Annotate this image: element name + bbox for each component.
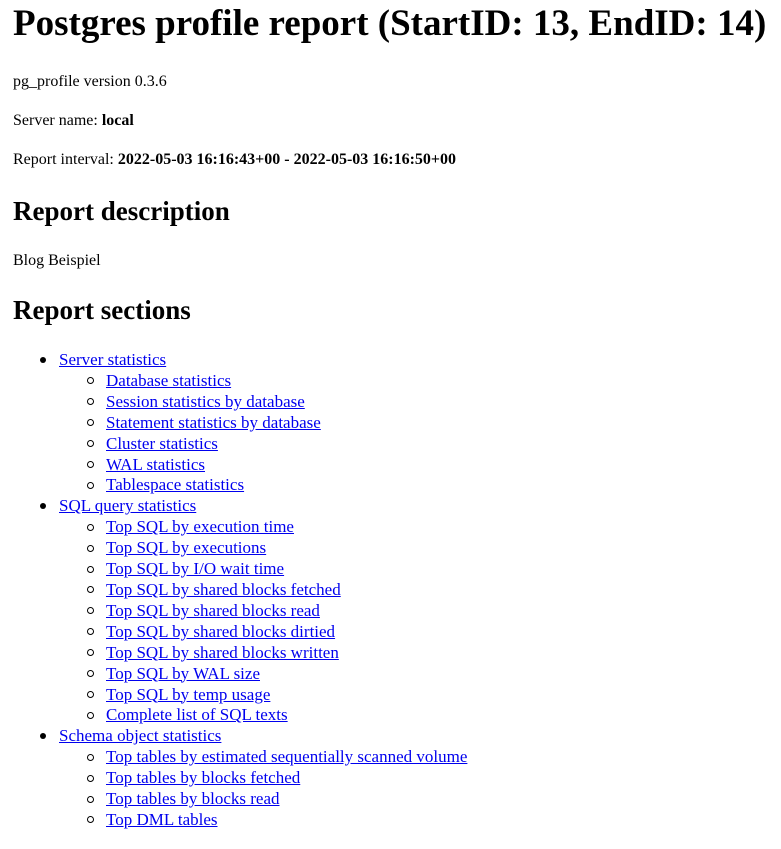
subsection-item — [87, 392, 467, 413]
subsection-item — [87, 664, 467, 685]
subsection-item — [87, 517, 467, 538]
subsection-link[interactable]: Top SQL by I/O wait time — [106, 559, 285, 579]
report-interval — [13, 150, 456, 170]
section-link-schema-object-statistics[interactable]: Schema object statistics — [59, 726, 222, 746]
subsection-link[interactable]: WAL statistics — [106, 454, 205, 474]
subsection-item — [87, 580, 467, 601]
description-heading: Report description — [13, 196, 230, 226]
version-info: pg_profile version 0.3.6 — [13, 73, 167, 90]
section-item — [40, 350, 467, 496]
section-item — [40, 726, 467, 831]
subsection-list — [59, 747, 467, 831]
subsection-item — [87, 810, 467, 831]
subsection-link[interactable]: Top SQL by shared blocks fetched — [106, 579, 341, 599]
subsection-link[interactable]: Statement statistics by database — [106, 412, 321, 432]
section-link-sql-query-statistics[interactable]: SQL query statistics — [59, 496, 197, 516]
subsection-link[interactable]: Top tables by estimated sequentially scanned volume — [106, 747, 468, 767]
subsection-link[interactable]: Database statistics — [106, 370, 232, 390]
subsection-link[interactable]: Top SQL by shared blocks written — [106, 642, 339, 662]
subsection-link[interactable]: Tablespace statistics — [106, 475, 245, 495]
subsection-item — [87, 559, 467, 580]
sections-list — [0, 350, 467, 831]
server-name-label: Server name: — [13, 112, 102, 129]
subsection-link[interactable]: Top SQL by shared blocks read — [106, 600, 320, 620]
subsection-link[interactable]: Top SQL by executions — [106, 538, 267, 558]
subsection-link[interactable]: Complete list of SQL texts — [106, 705, 288, 725]
subsection-item — [87, 538, 467, 559]
subsection-item — [87, 475, 467, 496]
description-text: Blog Beispiel — [13, 252, 101, 269]
subsection-link[interactable]: Top SQL by shared blocks dirtied — [106, 621, 336, 641]
subsection-item — [87, 371, 467, 392]
subsection-item — [87, 747, 467, 768]
sections-heading: Report sections — [13, 295, 191, 325]
section-item — [40, 496, 467, 726]
report-interval-label: Report interval: — [13, 151, 118, 168]
subsection-item — [87, 413, 467, 434]
subsection-link[interactable]: Session statistics by database — [106, 391, 305, 411]
subsection-item — [87, 455, 467, 476]
subsection-link[interactable]: Top SQL by temp usage — [106, 684, 271, 704]
section-link-server-statistics[interactable]: Server statistics — [59, 350, 167, 369]
subsection-link[interactable]: Top SQL by WAL size — [106, 663, 260, 683]
subsection-link[interactable]: Top SQL by execution time — [106, 517, 294, 537]
subsection-list — [59, 371, 467, 496]
subsection-link[interactable]: Top tables by blocks read — [106, 789, 280, 809]
subsection-list — [59, 517, 467, 726]
subsection-item — [87, 643, 467, 664]
subsection-item — [87, 434, 467, 455]
subsection-link[interactable]: Top DML tables — [106, 809, 218, 829]
server-name-value: local — [101, 112, 134, 129]
subsection-item — [87, 685, 467, 706]
subsection-item — [87, 768, 467, 789]
subsection-link[interactable]: Top tables by blocks fetched — [106, 768, 301, 788]
subsection-item — [87, 789, 467, 810]
page-title: Postgres profile report (StartID: 13, EndID: 14) — [13, 3, 767, 44]
subsection-link[interactable]: Cluster statistics — [106, 433, 218, 453]
report-interval-value: 2022-05-03 16:16:43+00 - 2022-05-03 16:16:50+00 — [117, 151, 457, 168]
subsection-item — [87, 622, 467, 643]
subsection-item — [87, 601, 467, 622]
server-name — [13, 111, 134, 131]
subsection-item — [87, 705, 467, 726]
